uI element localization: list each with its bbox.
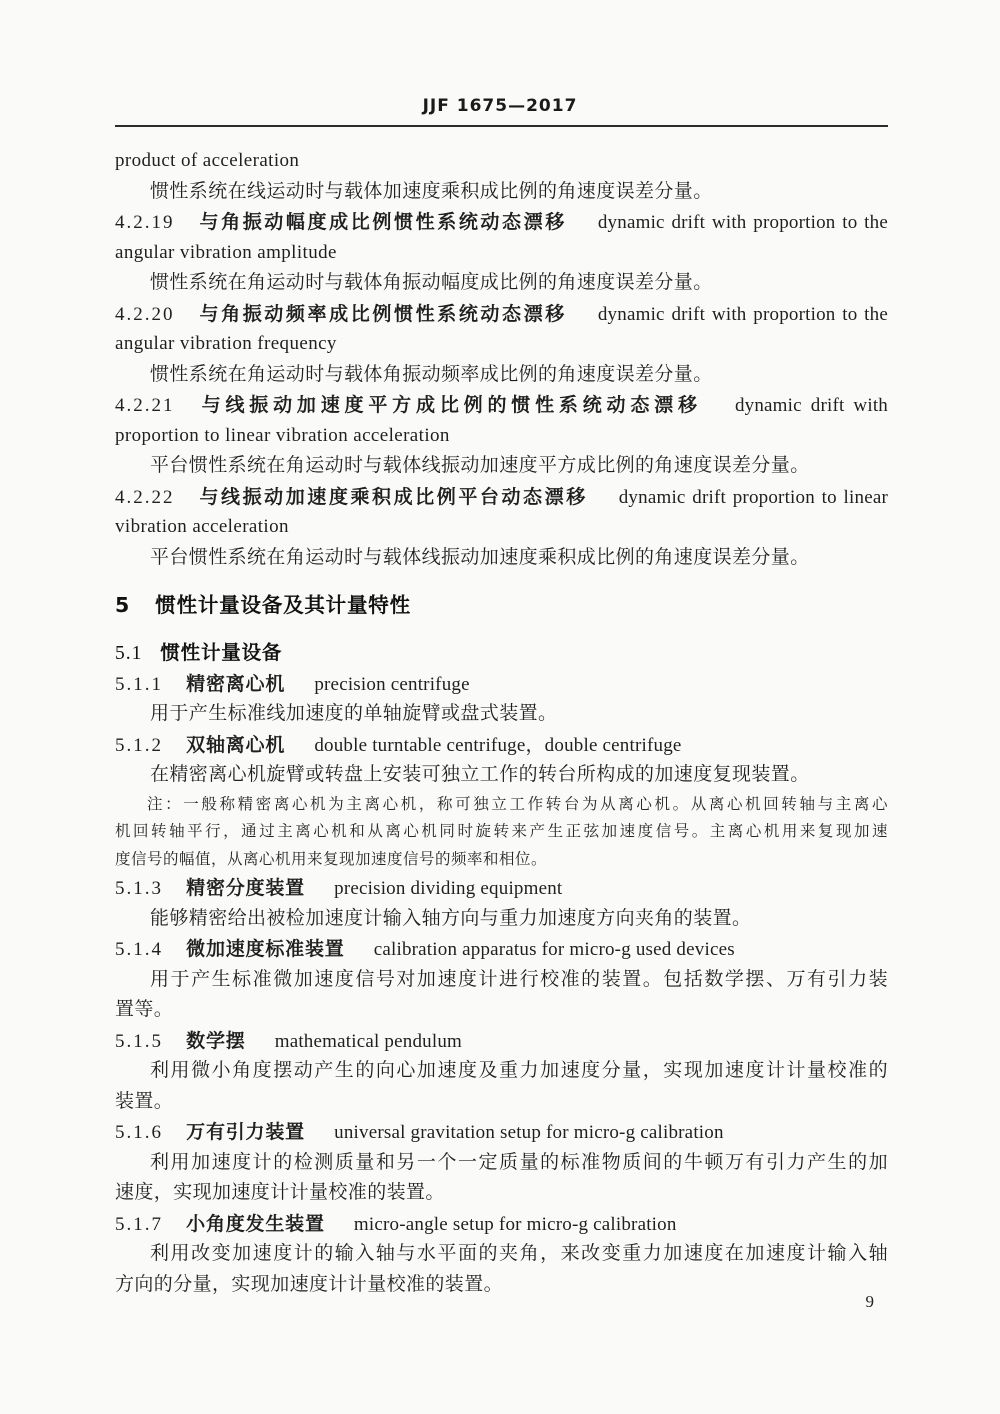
term-entry-line [115,299,888,330]
term-name-zh: 与角振动频率成比例惯性系统动态漂移 [199,302,567,325]
term-name-zh: 小角度发生装置 [186,1212,325,1235]
term-name-en: dynamic drift with proportion to the [597,212,888,233]
clause-number: 5.1.7 [115,1213,163,1235]
term-name-zh: 微加速度标准装置 [186,938,345,960]
section-number: 5.1 [115,643,143,664]
clause-number: 4.2.19 [115,212,175,233]
english-term-continuation-line: vibration acceleration [115,516,289,537]
clause-number: 5.1.6 [115,1122,163,1143]
term-entry-line [115,934,888,965]
term-name-en: precision dividing equipment [334,878,563,899]
chapter-number: 5 [115,593,130,617]
definition-line: 用于产生标准微加速度信号对加速度计进行校准的装置。包括数学摆、万有引力装 [150,968,888,990]
definition-line: 用于产生标准线加速度的单轴旋臂或盘式装置。 [150,703,558,724]
term-name-zh: 与线振动加速度乘积成比例平台动态漂移 [199,485,588,508]
term-name-en: precision centrifuge [314,673,470,695]
definition-continuation-line: 速度，实现加速度计计量校准的装置。 [115,1182,445,1203]
definition-line: 利用微小角度摆动产生的向心加速度及重力加速度分量，实现加速度计计量校准的 [150,1060,888,1081]
document-body [115,146,888,1300]
term-name-zh: 万有引力装置 [186,1121,305,1143]
term-name-en: mathematical pendulum [274,1030,462,1052]
clause-number: 5.1.3 [115,878,163,899]
term-name-zh: 与线振动加速度平方成比例的惯性系统动态漂移 [201,394,702,416]
term-name-en: micro-angle setup for micro-g calibration [353,1213,677,1235]
definition-continuation-line: 置等。 [115,999,174,1020]
clause-number: 5.1.2 [115,734,163,756]
definition-line: 惯性系统在线运动时与载体加速度乘积成比例的角速度误差分量。 [150,180,713,202]
term-entry-line [115,730,888,761]
term-entry-line [115,669,888,700]
clause-number: 5.1.1 [115,673,163,695]
note-continuation-line: 度信号的幅值，从离心机用来复现加速度信号的频率和相位。 [115,850,548,868]
term-name-zh: 双轴离心机 [186,733,286,756]
term-name-en: universal gravitation setup for micro-g calibration [334,1122,724,1143]
term-name-zh: 与角振动幅度成比例惯性系统动态漂移 [199,211,567,233]
note-line: 注：一般称精密离心机为主离心机，称可独立工作转台为从离心机。从离心机回转轴与主离心 [147,795,888,813]
term-entry-line [115,873,888,904]
definition-continuation-line: 方向的分量，实现加速度计计量校准的装置。 [115,1273,504,1295]
english-term-continuation-line: angular vibration amplitude [115,241,337,263]
note-continuation-line: 机回转轴平行，通过主离心机和从离心机同时旋转来产生正弦加速度信号。主离心机用来复现加速 [115,823,888,840]
definition-line: 能够精密给出被检加速度计输入轴方向与重力加速度方向夹角的装置。 [150,907,752,929]
page-number: 9 [865,1292,874,1311]
english-term-continuation-line: proportion to linear vibration acceleration [115,424,450,446]
definition-line: 利用改变加速度计的输入轴与水平面的夹角，来改变重力加速度在加速度计输入轴 [150,1243,888,1264]
english-term-continuation-line: product of acceleration [115,150,300,171]
section-heading [115,638,888,669]
english-term-continuation-line: angular vibration frequency [115,333,337,354]
clause-number: 4.2.20 [115,303,175,325]
clause-number: 4.2.22 [115,486,175,508]
term-entry-line [115,1117,888,1148]
clause-number: 5.1.4 [115,939,163,960]
term-name-zh: 精密离心机 [186,672,286,695]
term-name-en: dynamic drift with [734,395,888,416]
definition-line: 惯性系统在角运动时与载体角振动幅度成比例的角速度误差分量。 [150,272,713,293]
header-rule [115,125,888,127]
term-entry-line [115,390,888,421]
term-name-zh: 数学摆 [186,1029,246,1052]
definition-line: 在精密离心机旋臂或转盘上安装可独立工作的转台所构成的加速度复现装置。 [150,764,810,785]
definition-line: 利用加速度计的检测质量和另一个一定质量的标准物质间的牛顿万有引力产生的加 [150,1151,888,1173]
clause-number: 4.2.21 [115,395,175,416]
term-name-en: dynamic drift with proportion to the [597,303,888,325]
term-name-en: double turntable centrifuge，double centrifuge [314,734,682,756]
definition-line: 平台惯性系统在角运动时与载体线振动加速度平方成比例的角速度误差分量。 [150,455,810,476]
term-entry-line [115,1209,888,1240]
clause-number: 5.1.5 [115,1030,163,1052]
term-name-en: calibration apparatus for micro-g used devices [373,939,735,960]
chapter-title: 惯性计量设备及其计量特性 [155,593,411,617]
term-entry-line [115,207,888,238]
chapter-heading [115,590,888,621]
term-entry-line [115,482,888,513]
definition-line: 平台惯性系统在角运动时与载体线振动加速度乘积成比例的角速度误差分量。 [150,546,810,568]
term-name-zh: 精密分度装置 [186,877,305,899]
page-header-standard-code: JJF 1675—2017 [422,96,578,116]
definition-continuation-line: 装置。 [115,1090,174,1112]
term-name-en: dynamic drift proportion to linear [618,486,889,508]
definition-line: 惯性系统在角运动时与载体角振动频率成比例的角速度误差分量。 [150,363,713,385]
term-entry-line [115,1026,888,1057]
section-title: 惯性计量设备 [160,641,283,664]
